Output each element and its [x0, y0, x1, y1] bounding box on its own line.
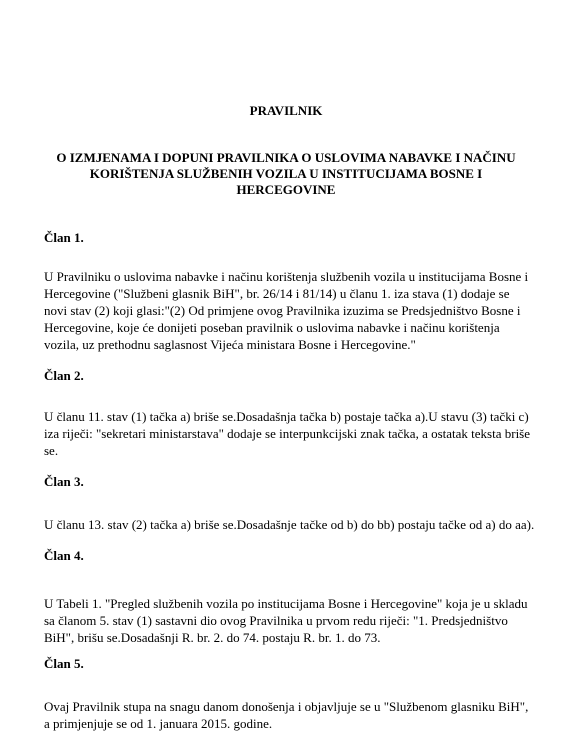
text-line: novi stav (2) koji glasi:"(2) Od primjene ovog Pravilnika izuzima se Predsjedništvo Bosne i	[44, 303, 521, 318]
text-line: U Pravilniku o uslovima nabavke i načinu korištenja službenih vozila u institucijama Bosne i	[44, 269, 529, 284]
article-3-heading: Član 3.	[44, 474, 84, 489]
text-line: Ovaj Pravilnik stupa na snagu danom donošenja i objavljuje se u "Službenom glasniku BiH",	[44, 699, 529, 714]
text-line: U članu 11. stav (1) tačka a) briše se.Dosadašnja tačka b) postaje tačka a).U stavu (3) tački c)	[44, 409, 529, 424]
document-subtitle	[40, 150, 532, 198]
article-1-text	[44, 268, 564, 353]
text-line: U Tabeli 1. "Pregled službenih vozila po institucijama Bosne i Hercegovine" koja je u skladu	[44, 596, 528, 611]
text-line: Hercegovine, koje će donijeti poseban pravilnik o uslovima nabavke i načinu korištenja	[44, 320, 500, 335]
subtitle-line: KORIŠTENJA SLUŽBENIH VOZILA U INSTITUCIJAMA BOSNE I	[89, 166, 483, 181]
article-4-text	[44, 595, 564, 646]
subtitle-line: HERCEGOVINE	[236, 182, 336, 197]
article-3-text	[44, 516, 564, 533]
document-title: PRAVILNIK	[249, 103, 323, 118]
article-2-text	[44, 408, 564, 459]
text-line: iza riječi: "sekretari ministarstava" dodaje se interpunkcijski znak tačka, a ostatak teksta briše	[44, 426, 531, 441]
text-line: se.	[44, 443, 59, 458]
text-line: sa članom 5. stav (1) sastavni dio ovog Pravilnika u prvom redu riječi: "1. Predsjedništvo	[44, 613, 508, 628]
subtitle-line: O IZMJENAMA I DOPUNI PRAVILNIKA O USLOVIMA NABAVKE I NAČINU	[56, 150, 516, 165]
text-line: a primjenjuje se od 1. januara 2015. godine.	[44, 716, 273, 731]
text-line: vozila, uz prethodnu saglasnost Vijeća ministara Bosne i Hercegovine."	[44, 337, 416, 352]
article-5-text	[44, 698, 564, 732]
article-5-heading: Član 5.	[44, 656, 84, 671]
article-4-heading: Član 4.	[44, 548, 84, 563]
article-1-heading: Član 1.	[44, 230, 84, 245]
text-line: BiH", brišu se.Dosadašnji R. br. 2. do 74. postaju R. br. 1. do 73.	[44, 630, 381, 645]
text-line: Hercegovine ("Službeni glasnik BiH", br. 26/14 i 81/14) u članu 1. iza stava (1) dodaje se	[44, 286, 510, 301]
article-2-heading: Član 2.	[44, 368, 84, 383]
text-line: U članu 13. stav (2) tačka a) briše se.Dosadašnje tačke od b) do bb) postaju tačke od a) do aa).	[44, 517, 535, 532]
